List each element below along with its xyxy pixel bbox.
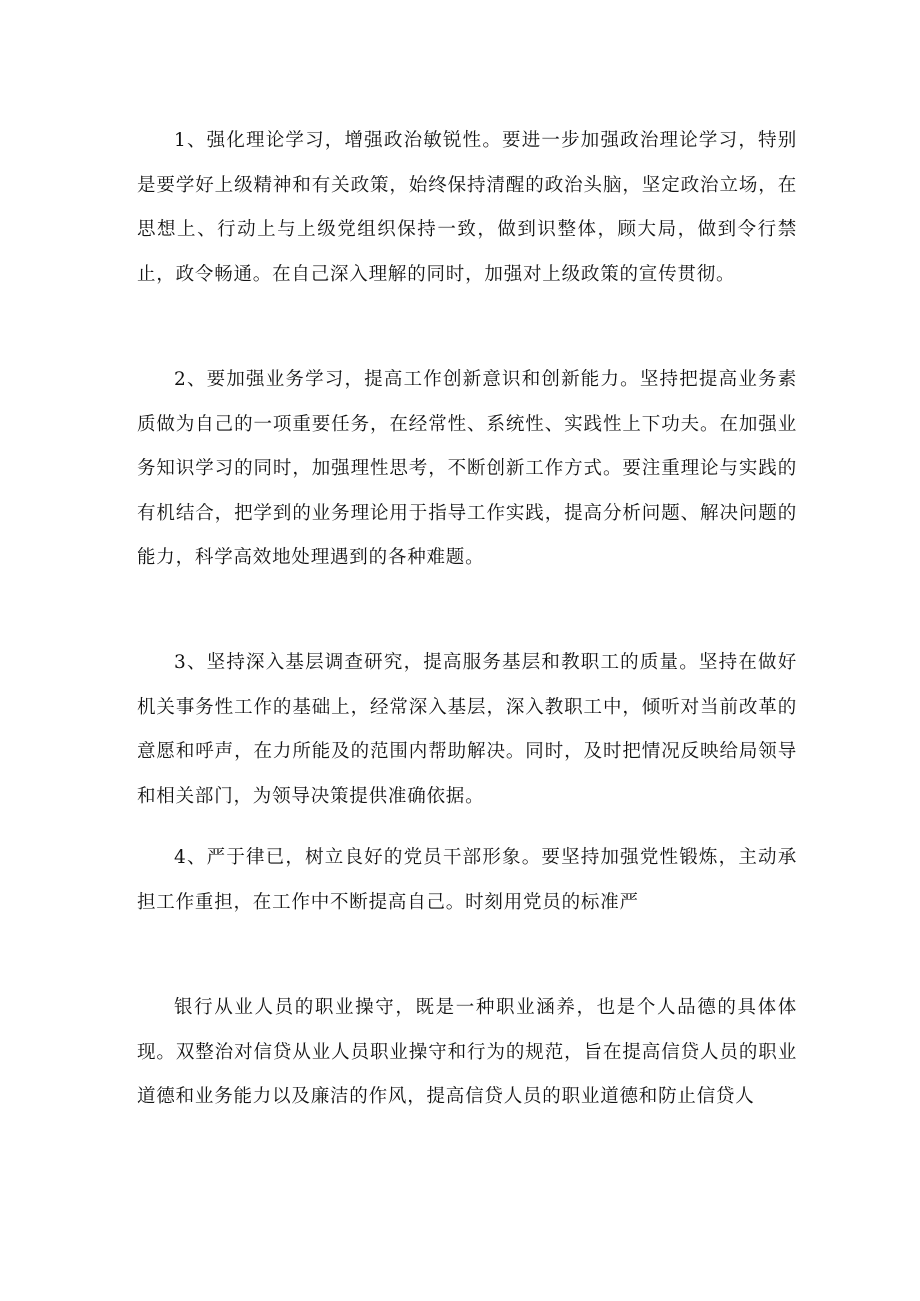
paragraph-2: 2、要加强业务学习，提高工作创新意识和创新能力。坚持把提高业务素质做为自己的一项重要任务，在经常性、系统性、实践性上下功夫。在加强业务知识学习的同时，加强理性思考，不断创新工作方式。要注重理论与实践的有机结合，把学到的业务理论用于指导工作实践，提高分析问题、解决问题的能力，科学高效地处理遇到的各种难题。 [137,369,797,568]
paragraph-1: 1、强化理论学习，增强政治敏锐性。要进一步加强政治理论学习，特别是要学好上级精神和有关政策，始终保持清醒的政治头脑，坚定政治立场，在思想上、行动上与上级党组织保持一致，做到识整体，顾大局，做到令行禁止，政令畅通。在自己深入理解的同时，加强对上级政策的宣传贯彻。 [137,130,797,285]
paragraph-5: 银行从业人员的职业操守，既是一种职业涵养，也是个人品德的具体体现。双整治对信贷从业人员职业操守和行为的规范，旨在提高信贷人员的职业道德和业务能力以及廉洁的作风，提高信贷人员的职业道德和防止信贷人 [137,997,797,1107]
paragraph-3: 3、坚持深入基层调查研究，提高服务基层和教职工的质量。坚持在做好机关事务性工作的基础上，经常深入基层，深入教职工中，倾听对当前改革的意愿和呼声，在力所能及的范围内帮助解决。同时，及时把情况反映给局领导和相关部门，为领导决策提供准确依据。 [137,652,797,807]
paragraph-4: 4、严于律已，树立良好的党员干部形象。要坚持加强党性锻炼，主动承担工作重担，在工作中不断提高自己。时刻用党员的标准严 [137,847,797,913]
